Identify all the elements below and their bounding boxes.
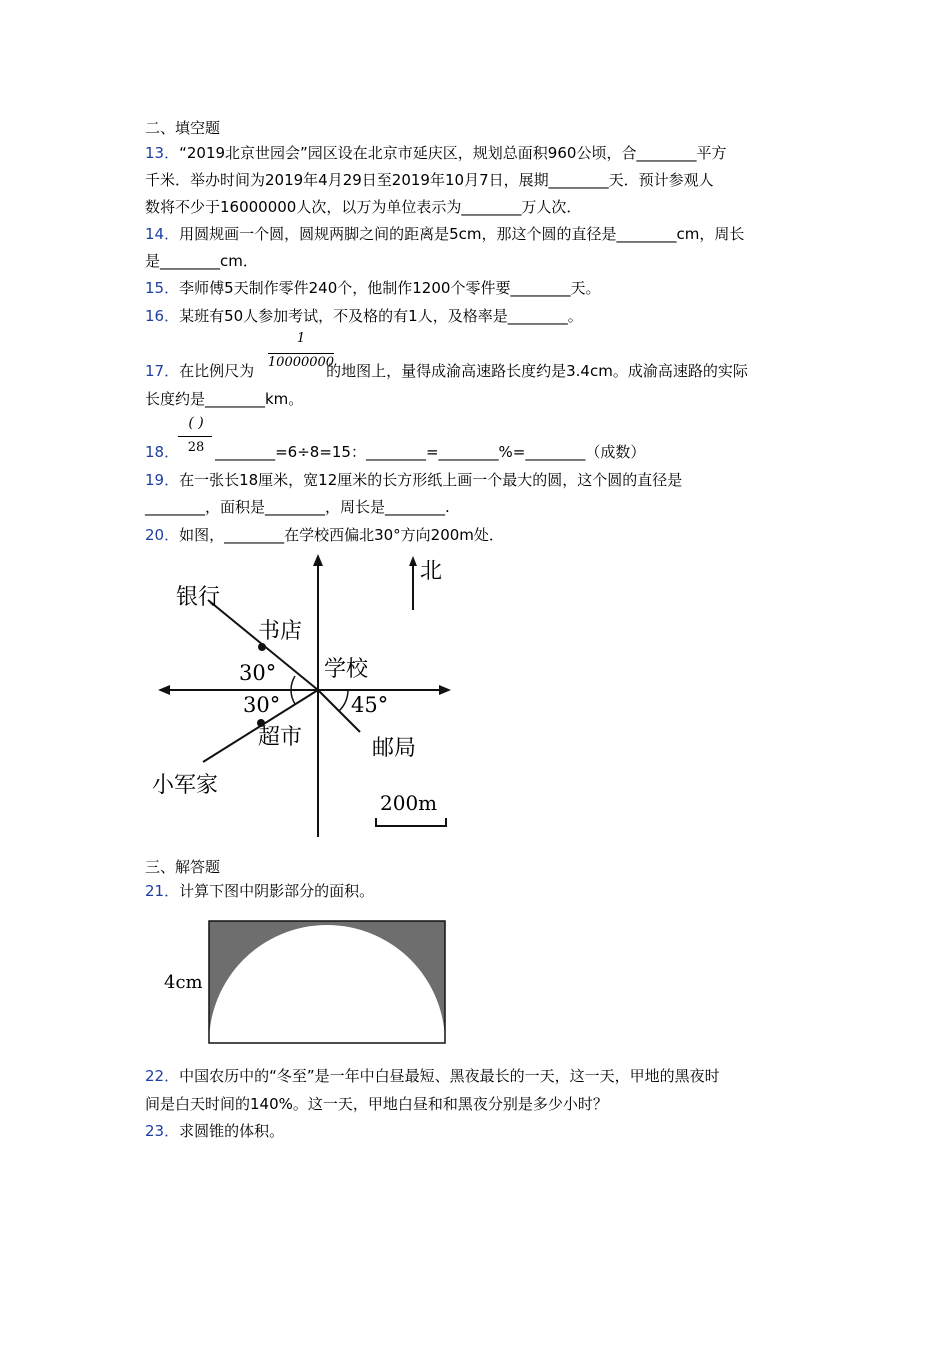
question-19-line-1 bbox=[145, 470, 682, 490]
question-text: 在一张长18厘米，宽12厘米的长方形纸上画一个最大的圆，这个圆的直径是 bbox=[179, 471, 683, 489]
angle-label-3: 45° bbox=[351, 693, 389, 717]
question-number: 18． bbox=[145, 443, 180, 461]
question-text: 计算下图中阴影部分的面积。 bbox=[179, 882, 375, 900]
section-title-fill-blank: 二、填空题 bbox=[145, 119, 221, 137]
question-text: ________=6÷8=15：________=________%=________（成数） bbox=[215, 443, 646, 461]
scale-fraction-denominator: 10000000 bbox=[267, 355, 335, 370]
bookstore-point bbox=[258, 643, 266, 651]
question-number: 13． bbox=[145, 144, 180, 162]
post-office-label: 邮局 bbox=[372, 736, 417, 761]
question-13-line-1 bbox=[145, 143, 726, 163]
section-title-solve: 三、解答题 bbox=[145, 858, 221, 876]
angle-label-1: 30° bbox=[239, 661, 277, 685]
question-14-line-2: 是________cm． bbox=[145, 252, 258, 270]
question-text: 求圆锥的体积。 bbox=[179, 1122, 285, 1140]
question-text: 李师傅5天制作零件240个，他制作1200个零件要________天。 bbox=[179, 279, 601, 297]
question-23 bbox=[145, 1121, 284, 1141]
question-15 bbox=[145, 278, 600, 298]
question-20 bbox=[145, 525, 504, 545]
shaded-area-figure bbox=[160, 914, 452, 1050]
question-text: 用圆规画一个圆，圆规两脚之间的距离是5cm，那这个圆的直径是________cm，周长 bbox=[179, 225, 745, 243]
bookstore-label: 书店 bbox=[258, 619, 303, 644]
question-number: 15． bbox=[145, 279, 180, 297]
question-text-post: 的地图上，量得成渝高速路长度约是3.4cm。成渝高速路的实际 bbox=[326, 362, 748, 380]
question-number: 22． bbox=[145, 1067, 180, 1085]
question-text: 如图，________在学校西偏北30°方向200m处． bbox=[179, 526, 504, 544]
question-text: 中国农历中的“冬至”是一年中白昼最短、黑夜最长的一天，这一天，甲地的黑夜时 bbox=[179, 1067, 720, 1085]
fraction-bar bbox=[268, 353, 334, 354]
question-number: 19． bbox=[145, 471, 180, 489]
question-17-line-1 bbox=[145, 361, 748, 381]
question-13-line-3: 数将不少于16000000人次，以万为单位表示为________万人次． bbox=[145, 198, 582, 216]
question-number: 21． bbox=[145, 882, 180, 900]
direction-map-figure bbox=[148, 552, 453, 844]
question-13-line-2: 千米．举办时间为2019年4月29日至2019年10月7日，展期________天．预计参观人 bbox=[145, 171, 714, 189]
scale-label: 200m bbox=[380, 791, 438, 815]
question-18 bbox=[145, 442, 645, 462]
question-number: 20． bbox=[145, 526, 180, 544]
height-label: 4cm bbox=[164, 972, 203, 993]
question-21 bbox=[145, 881, 374, 901]
question-number: 23． bbox=[145, 1122, 180, 1140]
bank-label: 银行 bbox=[176, 585, 221, 610]
question-14-line-1 bbox=[145, 224, 744, 244]
fraction-bar bbox=[178, 436, 212, 437]
supermarket-label: 超市 bbox=[258, 725, 303, 750]
xiaojun-home-label: 小军家 bbox=[152, 773, 219, 798]
question-17-line-2: 长度约是________km。 bbox=[145, 390, 304, 408]
question-16 bbox=[145, 306, 583, 326]
angle-label-2: 30° bbox=[243, 693, 281, 717]
question-text-pre: 在比例尺为 bbox=[179, 362, 255, 380]
question-number: 17． bbox=[145, 362, 180, 380]
question-number: 14． bbox=[145, 225, 180, 243]
fraction-numerator-blank: ( ) bbox=[188, 415, 204, 431]
fraction-denominator: 28 bbox=[187, 440, 205, 455]
question-22-line-2: 间是白天时间的140%。这一天，甲地白昼和和黑夜分别是多少小时？ bbox=[145, 1095, 608, 1113]
question-22-line-1 bbox=[145, 1066, 720, 1086]
north-label: 北 bbox=[420, 559, 443, 584]
question-text: 某班有50人参加考试，不及格的有1人，及格率是________。 bbox=[179, 307, 583, 325]
scale-fraction-numerator: 1 bbox=[296, 331, 306, 346]
question-number: 16． bbox=[145, 307, 180, 325]
question-19-line-2: ________，面积是________，周长是________. bbox=[145, 498, 450, 516]
school-label: 学校 bbox=[324, 657, 369, 682]
question-text: “2019北京世园会”园区设在北京市延庆区，规划总面积960公顷，合________平方 bbox=[179, 144, 727, 162]
